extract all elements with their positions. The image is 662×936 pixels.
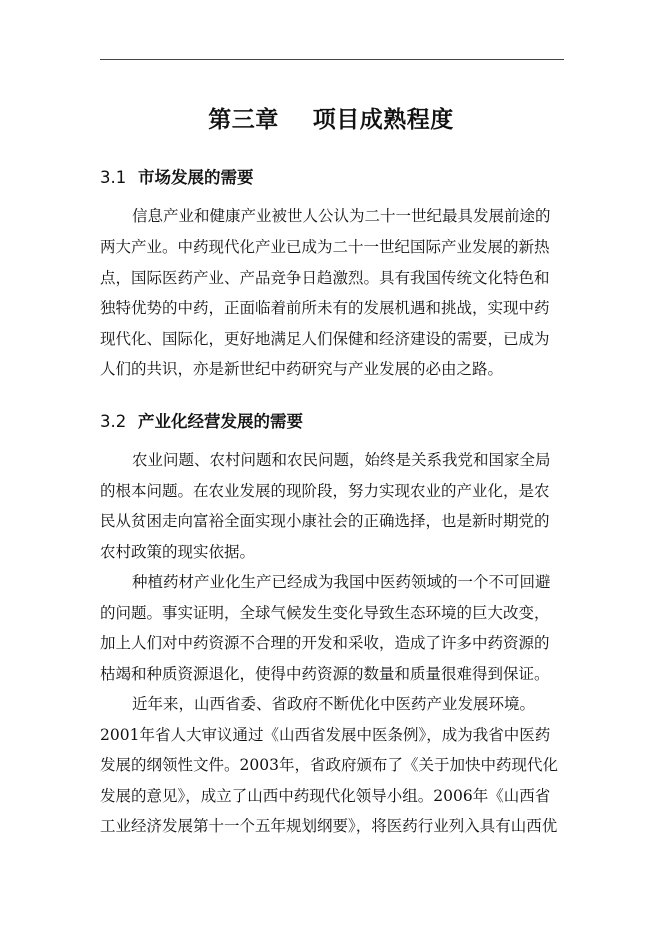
paragraph-line: 信息产业和健康产业被世人公认为二十一世纪最具发展前途的: [132, 207, 551, 225]
paragraph-line: 的问题。事实证明，全球气候发生变化导致生态环境的巨大改变，: [100, 604, 550, 622]
paragraph-line: 加上人们对中药资源不合理的开发和采收，造成了许多中药资源的: [100, 634, 550, 652]
paragraph-line: 独特优势的中药，正面临着前所未有的发展机遇和挑战，实现中药: [100, 299, 550, 317]
paragraph-line: 农村政策的现实依据。: [100, 543, 256, 561]
header-rule: [100, 59, 564, 60]
paragraph-line: 人们的共识，亦是新世纪中药研究与产业发展的必由之路。: [100, 360, 504, 378]
section-title: 市场发展的需要: [138, 168, 254, 187]
paragraph-line: 近年来，山西省委、省政府不断优化中医药产业发展环境。: [132, 695, 536, 713]
paragraph-line: 点，国际医药产业、产品竞争日趋激烈。具有我国传统文化特色和: [100, 269, 550, 287]
chapter-title: 第三章 项目成熟程度: [208, 106, 454, 133]
paragraph-line: 现代化、国际化，更好地满足人们保健和经济建设的需要，已成为: [100, 330, 550, 348]
paragraph-line: 工业经济发展第十一个五年规划纲要》，将医药行业列入具有山西优: [100, 817, 558, 835]
paragraph-line: 发展的意见》，成立了山西中药现代化领导小组。2006年《山西省: [100, 787, 551, 805]
paragraph-line: 发展的纲领性文件。2003年，省政府颁布了《关于加快中药现代化: [100, 756, 558, 774]
paragraph-line: 枯竭和种质资源退化，使得中药资源的数量和质量很难得到保证。: [100, 665, 550, 683]
section-heading-3-2: [100, 410, 303, 434]
paragraph-line: 民从贫困走向富裕全面实现小康社会的正确选择，也是新时期党的: [100, 512, 550, 530]
paragraph-line: 两大产业。中药现代化产业已成为二十一世纪国际产业发展的新热: [100, 238, 550, 256]
paragraph-line: 种植药材产业化生产已经成为我国中医药领域的一个不可回避: [132, 573, 551, 591]
paragraph-line: 农业问题、农村问题和农民问题，始终是关系我党和国家全局: [132, 451, 551, 469]
section-number: 3.1: [100, 168, 127, 187]
section-number: 3.2: [100, 412, 127, 431]
section-title: 产业化经营发展的需要: [138, 412, 303, 431]
paragraph-line: 的根本问题。在农业发展的现阶段，努力实现农业的产业化，是农: [100, 482, 550, 500]
section-heading-3-1: [100, 166, 254, 190]
paragraph-line: 2001年省人大审议通过《山西省发展中医条例》，成为我省中医药: [100, 726, 551, 744]
